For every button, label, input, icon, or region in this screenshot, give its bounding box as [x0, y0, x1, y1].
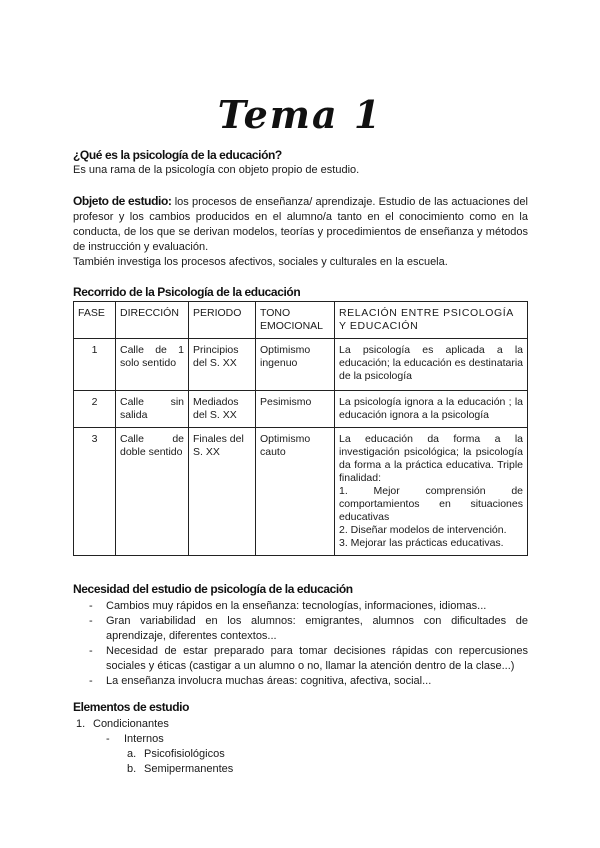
header-fase: FASE — [74, 302, 116, 339]
dash-marker: - — [89, 645, 93, 657]
cell-relacion: La psicología es aplicada a la educación; la educación es destinataria de la psicología — [335, 339, 528, 391]
list-item-text: Cambios muy rápidos en la enseñanza: tecnologías, informaciones, idiomas... — [106, 600, 487, 612]
dash-marker: - — [89, 600, 93, 612]
cell-fase: 1 — [74, 339, 116, 391]
cell-direccion: Calle de 1 solo sentido — [116, 339, 189, 391]
list-item-text: La enseñanza involucra muchas áreas: cognitiva, afectiva, social... — [106, 675, 432, 687]
objeto-text: los procesos de enseñanza/ aprendizaje. Estudio de las actuaciones del profesor y los cambios producidos en el alumno/a tanto en el conocimiento como en la conducta, de los que se derivan modelos, teorías y procedimientos de enseñanza y métodos de instrucción y evaluación. — [73, 196, 528, 253]
necesidad-list — [73, 599, 528, 689]
list-item — [73, 614, 528, 644]
table-header-row — [74, 302, 528, 339]
cell-relacion — [335, 428, 528, 556]
header-direccion: DIRECCIÓN — [116, 302, 189, 339]
objeto-extra: También investiga los procesos afectivos, sociales y culturales en la escuela. — [73, 256, 448, 268]
list-item-text: Gran variabilidad en los alumnos: emigrantes, alumnos con dificultades de aprendizaje, diferentes contextos... — [106, 615, 528, 642]
table-row — [74, 428, 528, 556]
cell-relacion: La psicología ignora a la educación ; la educación ignora a la psicología — [335, 391, 528, 428]
section-text: Es una rama de la psicología con objeto propio de estudio. — [73, 164, 360, 176]
cell-tono: Optimismo ingenuo — [256, 339, 335, 391]
level3-text: Semipermanentes — [144, 763, 234, 775]
cell-tono: Optimismo cauto — [256, 428, 335, 556]
level3-marker: b. — [127, 763, 137, 775]
header-periodo: PERIODO — [189, 302, 256, 339]
cell-fase: 3 — [74, 428, 116, 556]
level2-marker: - — [106, 733, 110, 745]
header-tono: TONO EMOCIONAL — [256, 302, 335, 339]
level3-marker: a. — [127, 748, 137, 760]
section-objeto — [73, 194, 528, 270]
objeto-label: Objeto de estudio: — [73, 194, 172, 208]
section-necesidad — [73, 582, 528, 689]
section-elementos — [73, 700, 528, 714]
page-title: Tema 1 — [217, 92, 383, 137]
level1-marker: 1. — [76, 718, 86, 730]
section-heading: Elementos de estudio — [73, 700, 190, 714]
cell-periodo: Mediados del S. XX — [189, 391, 256, 428]
relacion-line: 1. Mejor comprensión de comportamientos en situaciones educativas — [339, 485, 523, 523]
section-heading: Necesidad del estudio de psicología de la educación — [73, 582, 353, 596]
level3-text: Psicofisiológicos — [144, 748, 225, 760]
level2-text: Internos — [124, 733, 164, 745]
table-row — [74, 391, 528, 428]
dash-marker: - — [89, 615, 93, 627]
header-relacion: RELACIÓN ENTRE PSICOLOGÍA Y EDUCACIÓN — [335, 302, 528, 339]
list-item — [73, 599, 528, 614]
recorrido-table — [73, 301, 528, 556]
dash-marker: - — [89, 675, 93, 687]
cell-direccion: Calle de doble sentido — [116, 428, 189, 556]
list-item-text: Necesidad de estar preparado para tomar decisiones rápidas con repercusiones sociales y éticas (castigar a un alumno o no, llamar la atención dentro de la clase...) — [106, 645, 528, 672]
list-item — [73, 644, 528, 674]
relacion-line: 3. Mejorar las prácticas educativas. — [339, 537, 504, 549]
list-item — [73, 674, 528, 689]
cell-periodo: Finales del S. XX — [189, 428, 256, 556]
section-recorrido — [73, 285, 528, 299]
relacion-line: 2. Diseñar modelos de intervención. — [339, 524, 507, 536]
section-heading: Recorrido de la Psicología de la educación — [73, 285, 301, 299]
section-heading: ¿Qué es la psicología de la educación? — [73, 148, 282, 162]
cell-direccion: Calle sin salida — [116, 391, 189, 428]
relacion-line: La educación da forma a la investigación psicológica; la psicología da forma a la práctica educativa. Triple finalidad: — [339, 433, 523, 484]
level1-text: Condicionantes — [93, 718, 169, 730]
table-row — [74, 339, 528, 391]
cell-periodo: Principios del S. XX — [189, 339, 256, 391]
cell-tono: Pesimismo — [256, 391, 335, 428]
cell-fase: 2 — [74, 391, 116, 428]
section-que-es — [73, 148, 528, 178]
